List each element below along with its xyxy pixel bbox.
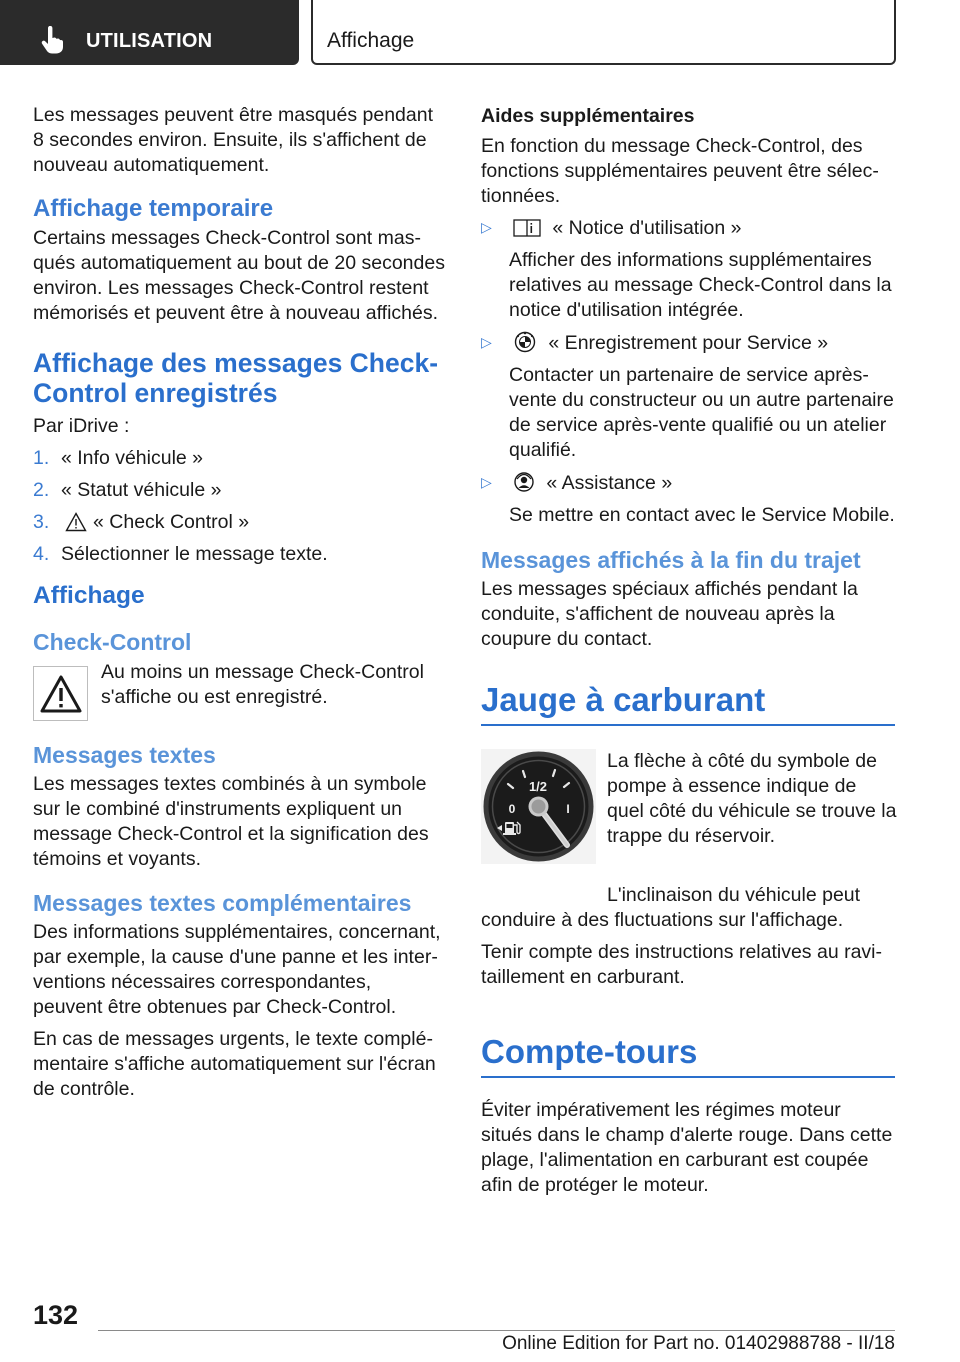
heading-tachometer: Compte-tours [481,1030,895,1078]
steps-list [33,446,445,567]
heading-stored-messages: Affichage des messages Check-Control enregistrés [33,348,439,408]
list-item: ▷ « Enregistrement pour Service » Contacter un partenaire de service après-vente du constructeur ou un autre partenaire de service après-vente qualifié ou un atelier qualifié. [481,332,894,461]
idrive-label: Par iDrive : [33,415,130,437]
gauge-full-label: I [566,802,570,816]
fuel-gauge-text-2: L'inclinaison du véhicule peut conduire à des fluctuations sur l'affichage. [481,884,861,931]
section-label: UTILISATION [86,30,213,52]
additional-aids-text: En fonction du message Check-Control, des fonctions supplémentaires peuvent être sélectionnées. [481,135,879,207]
heading-fuel-gauge: Jauge à carburant [481,678,895,726]
aids-list [481,216,895,528]
gauge-empty-label: 0 [508,802,516,816]
heading-display: Affichage [33,582,145,609]
warning-triangle-icon [39,674,83,714]
page-number: 132 [33,1300,79,1330]
heading-additional-aids: Aides supplémentaires [481,105,695,127]
tachometer-text: Éviter impérativement les régimes moteur situés dans le champ d'alerte rouge. Dans cette plage, l'alimentation en carburant est coupée afin de protéger le moteur. [481,1099,893,1196]
list-item: 1. « Info véhicule » [33,447,204,469]
heading-supplementary-messages: Messages textes complémentaires [33,890,412,916]
edition-text: Online Edition for Part no. 01402988788 - II/18 [502,1333,895,1354]
fuel-gauge-section [481,749,895,893]
bullet-triangle-icon: ▷ [481,334,492,350]
hand-pointer-icon [40,26,64,54]
intro-paragraph: Les messages peuvent être masqués pendant 8 secondes environ. Ensuite, ils s'affichent de nouveau automatiquement. [33,104,434,176]
supplementary-text-2: En cas de messages urgents, le texte complémentaire s'affiche automatiquement sur l'écran de contrôle. [33,1028,436,1100]
list-item: 4. Sélectionner le message texte. [33,543,328,565]
manual-icon [513,218,541,238]
end-of-trip-text: Les messages spéciaux affichés pendant la conduite, s'affichent de nouveau après la coupure du contact. [481,578,858,650]
fuel-gauge-text-1: La flèche à côté du symbole de pompe à essence indique de quel côté du véhicule se trouve la trappe du réservoir. [607,750,897,847]
heading-check-control: Check-Control [33,629,192,655]
temporary-display-text: Certains messages Check-Control sont masqués automatiquement au bout de 20 secondes environ. Les messages Check-Control restent mémorisés et peuvent être à nouveau affichés. [33,227,445,324]
page-title-box [311,0,896,65]
list-item: ▷ « Notice d'utilisation » Afficher des informations supplémentaires relatives au message Check-Control dans la notice d'utilisation intégrée. [481,217,892,321]
text-messages-text: Les messages textes combinés à un symbole sur le combiné d'instruments expliquent un message Check-Control et la signification des témoins et voyants. [33,773,429,870]
check-control-warning-image [33,666,88,721]
left-column [33,103,445,1109]
warning-triangle-icon [65,512,87,532]
right-column [481,103,895,1205]
heading-end-of-trip-messages: Messages affichés à la fin du trajet [481,547,861,573]
bmw-service-icon [513,331,537,353]
bullet-triangle-icon: ▷ [481,219,492,235]
list-item: ▷ « Assistance » Se mettre en contact avec le Service Mobile. [481,472,895,526]
list-item: 3. « Check Control » [33,511,250,533]
check-control-block [33,660,445,724]
list-item: 2. « Statut véhicule » [33,479,222,501]
gauge-half-label: 1/2 [528,779,548,794]
footer-divider [98,1330,895,1331]
assistance-icon [513,471,535,493]
fuel-gauge-image [481,749,596,864]
heading-temporary-display: Affichage temporaire [33,195,274,222]
check-control-text: Au moins un message Check-Control s'affiche ou est enregistré. [101,661,424,708]
supplementary-text-1: Des informations supplémentaires, concernant, par exemple, la cause d'une panne et les interventions nécessaires correspondantes, peuvent être obtenues par Check-Control. [33,921,441,1018]
heading-text-messages: Messages textes [33,742,216,768]
fuel-gauge-text-3: Tenir compte des instructions relatives au ravitaillement en carburant. [481,941,883,988]
page-title: Affichage [327,29,415,52]
bullet-triangle-icon: ▷ [481,474,492,490]
section-tab [0,0,299,65]
